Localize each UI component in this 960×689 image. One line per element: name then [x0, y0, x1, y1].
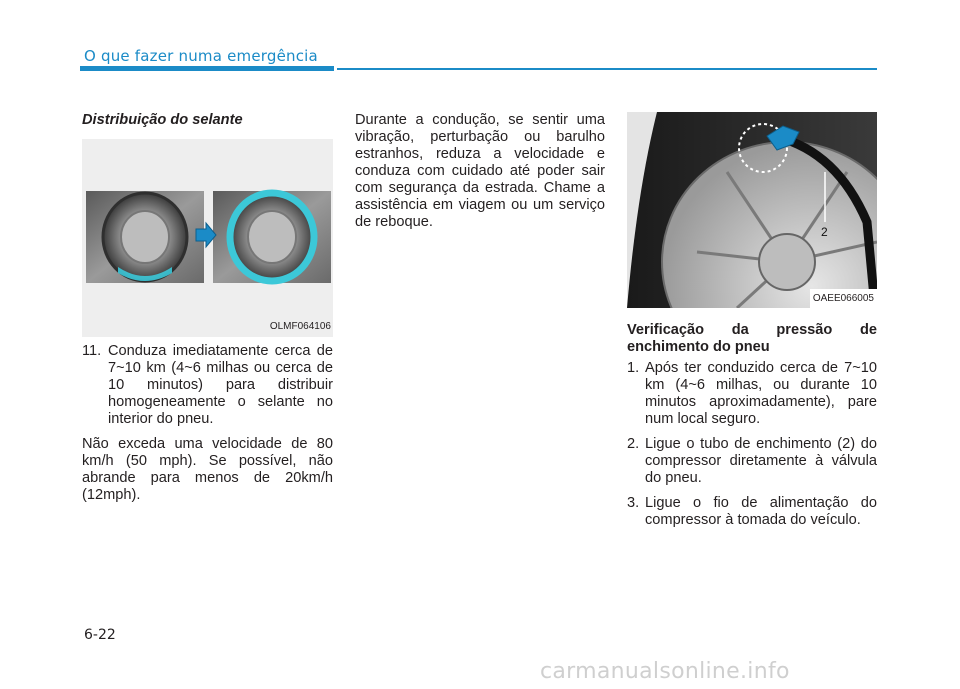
- instruction-step: [627, 436, 877, 487]
- step-text: Conduza imediatamente cerca de 7~10 km (4~6 milhas ou cerca de 10 minutos) para distribuir homogeneamente o selante no interior do pneu.: [108, 343, 333, 427]
- step-number: 3.: [627, 495, 640, 511]
- instruction-step: [82, 343, 333, 428]
- tire-illustration: [82, 139, 333, 337]
- figure-code: OLMF064106: [269, 321, 331, 332]
- watermark: carmanualsonline.info: [540, 659, 790, 684]
- compressor-hose-figure: [627, 112, 877, 308]
- header-bar-thick: [80, 66, 334, 71]
- speed-note: Não exceda uma velocidade de 80 km/h (50 mph). Se possível, não abrande para menos de 20km/h (12mph).: [82, 436, 333, 503]
- column-right: [627, 112, 877, 537]
- figure-code: OAEE066005: [810, 289, 877, 308]
- instruction-step: [627, 360, 877, 428]
- wheel-valve-illustration: [627, 112, 877, 308]
- step-text: Ligue o tubo de enchimento (2) do compressor diretamente à válvula do pneu.: [645, 436, 877, 486]
- step-number: 2.: [627, 436, 640, 452]
- instruction-step: [627, 495, 877, 529]
- step-text: Após ter conduzido cerca de 7~10 km (4~6 milhas, ou durante 10 minutos aproximadamente), pare num local seguro.: [645, 360, 877, 427]
- subsection-title: Verificação da pressão de enchimento do pneu: [627, 322, 877, 355]
- driving-warning-text: Durante a condução, se sentir uma vibração, perturbação ou barulho estranhos, reduza a velocidade e conduza com cuidado até poder sair com segurança da estrada. Chame a assistência em viagem ou um serviço de reboque.: [355, 112, 605, 230]
- sealant-distribution-figure: [82, 139, 333, 337]
- hose-callout-label: 2: [821, 225, 828, 239]
- step-text: Ligue o fio de alimentação do compressor à tomada do veículo.: [645, 495, 877, 528]
- section-title: Distribuição do selante: [82, 112, 243, 128]
- section-header: O que fazer numa emergência: [84, 47, 318, 65]
- step-number: 1.: [627, 360, 640, 376]
- column-left: [82, 112, 333, 512]
- header-bar-thin: [337, 68, 877, 70]
- column-middle: [355, 112, 605, 239]
- step-number: 11.: [82, 343, 102, 359]
- page-number: 6-22: [84, 627, 116, 643]
